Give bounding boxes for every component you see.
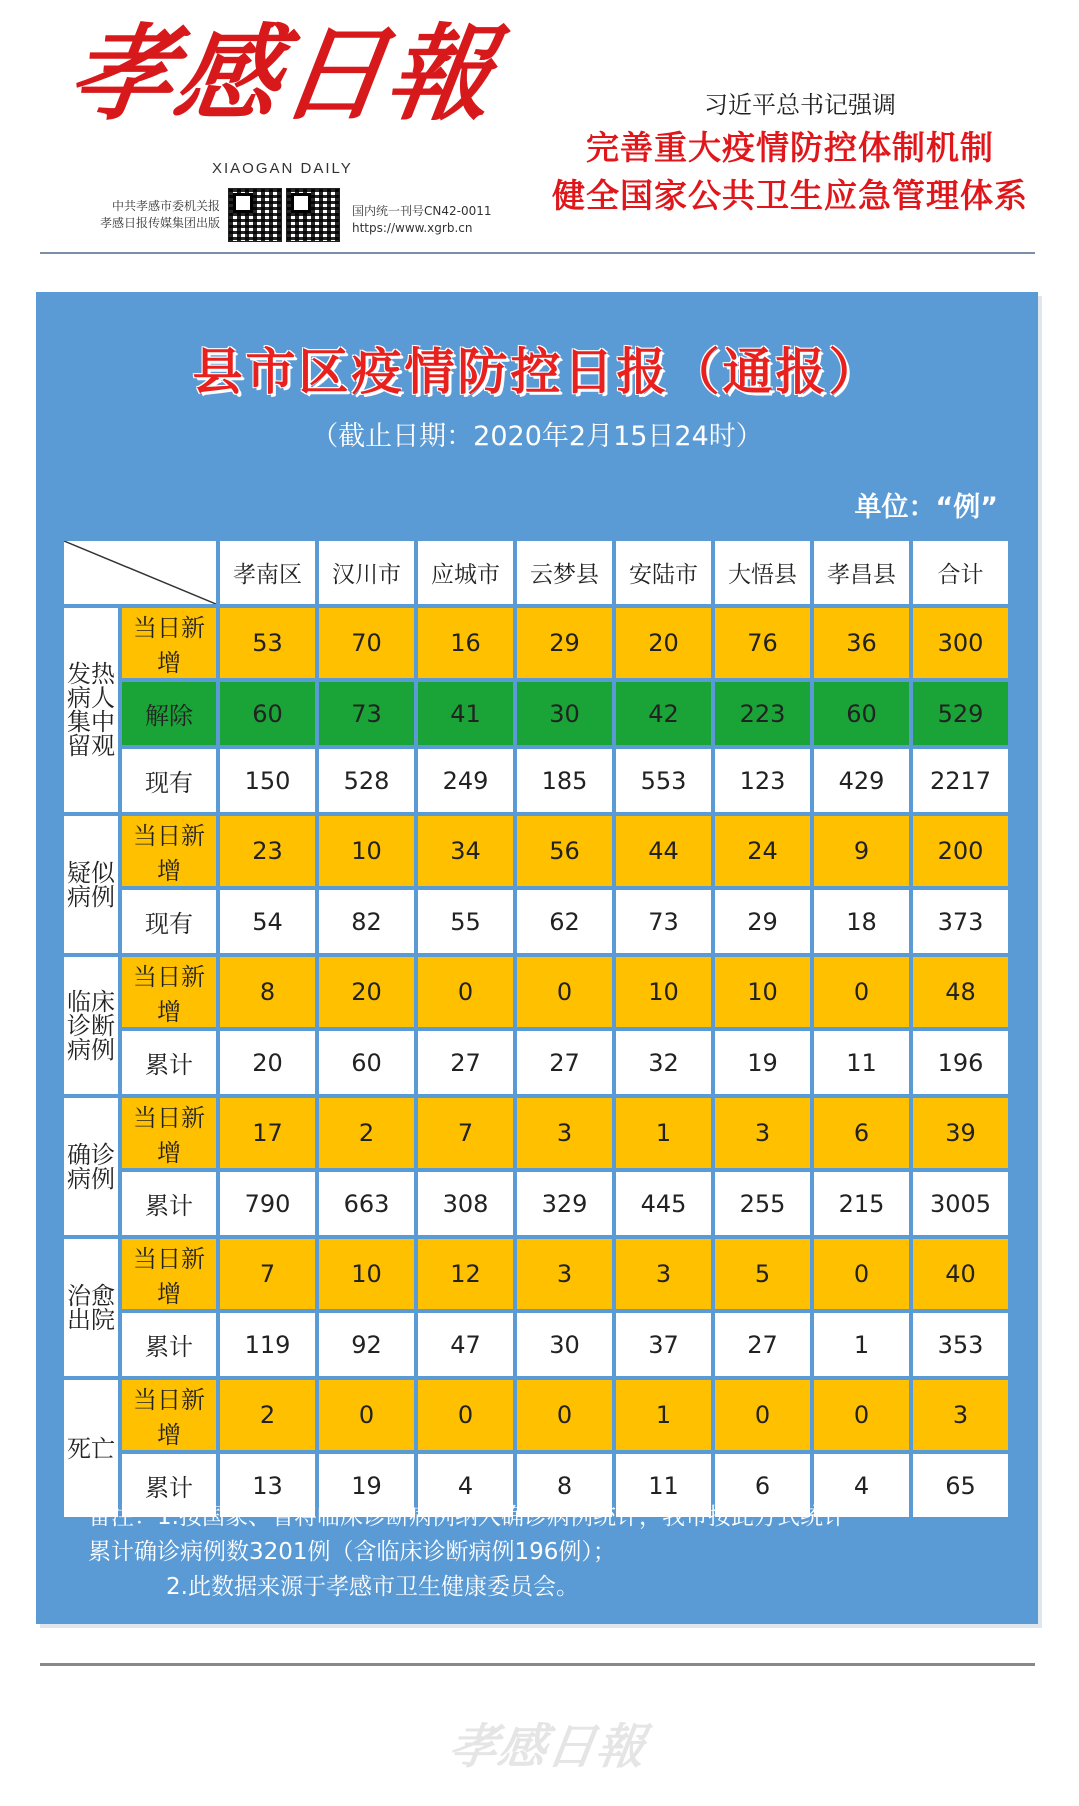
value-cell: 17 <box>220 1098 315 1168</box>
table-row <box>64 816 1008 886</box>
row-label-cell: 累计 <box>122 1031 216 1094</box>
value-cell: 3 <box>517 1098 612 1168</box>
column-header: 云梦县 <box>517 541 612 604</box>
value-cell: 528 <box>319 749 414 812</box>
value-cell: 150 <box>220 749 315 812</box>
newspaper-logo-english: XIAOGAN DAILY <box>212 160 353 177</box>
value-cell: 82 <box>319 890 414 953</box>
value-cell: 3005 <box>913 1172 1008 1235</box>
table-row <box>64 1031 1008 1094</box>
value-cell: 6 <box>715 1454 810 1517</box>
column-header: 孝南区 <box>220 541 315 604</box>
value-cell: 0 <box>715 1380 810 1450</box>
value-cell: 13 <box>220 1454 315 1517</box>
value-cell: 41 <box>418 682 513 745</box>
category-cell: 治愈 出院 <box>64 1239 118 1376</box>
value-cell: 32 <box>616 1031 711 1094</box>
report-date: （截止日期：2020年2月15日24时） <box>311 421 763 452</box>
value-cell: 3 <box>715 1098 810 1168</box>
table-row <box>64 608 1008 678</box>
value-cell: 20 <box>616 608 711 678</box>
value-cell: 23 <box>220 816 315 886</box>
value-cell: 5 <box>715 1239 810 1309</box>
value-cell: 20 <box>220 1031 315 1094</box>
note-line-2: 累计确诊病例数3201例（含临床诊断病例196例）； <box>88 1539 616 1565</box>
value-cell: 0 <box>418 1380 513 1450</box>
value-cell: 790 <box>220 1172 315 1235</box>
table-corner-cell <box>64 541 216 604</box>
value-cell: 0 <box>814 1380 909 1450</box>
value-cell: 6 <box>814 1098 909 1168</box>
value-cell: 27 <box>418 1031 513 1094</box>
value-cell: 1 <box>616 1098 711 1168</box>
category-cell: 临床 诊断 病例 <box>64 957 118 1094</box>
value-cell: 54 <box>220 890 315 953</box>
value-cell: 53 <box>220 608 315 678</box>
value-cell: 329 <box>517 1172 612 1235</box>
website-link[interactable]: https://www.xgrb.cn <box>352 221 473 235</box>
value-cell: 30 <box>517 682 612 745</box>
value-cell: 0 <box>814 1239 909 1309</box>
newspaper-logo: 孝感日報 <box>61 12 503 135</box>
row-label-cell: 累计 <box>122 1313 216 1376</box>
row-label-cell: 累计 <box>122 1454 216 1517</box>
value-cell: 7 <box>418 1098 513 1168</box>
value-cell: 37 <box>616 1313 711 1376</box>
slogan-intro: 习近平总书记强调 <box>704 91 896 119</box>
value-cell: 1 <box>616 1380 711 1450</box>
value-cell: 36 <box>814 608 909 678</box>
value-cell: 7 <box>220 1239 315 1309</box>
publisher-line-2: 孝感日报传媒集团出版 <box>99 216 220 230</box>
registration-number: 国内统一刊号CN42-0011 <box>352 204 492 218</box>
value-cell: 300 <box>913 608 1008 678</box>
table-row <box>64 682 1008 745</box>
value-cell: 44 <box>616 816 711 886</box>
column-header: 汉川市 <box>319 541 414 604</box>
qr-code-icon <box>228 188 282 242</box>
value-cell: 92 <box>319 1313 414 1376</box>
value-cell: 56 <box>517 816 612 886</box>
row-label-cell: 现有 <box>122 749 216 812</box>
header-divider <box>40 252 1035 254</box>
report-unit: 单位：“例” <box>854 492 998 523</box>
value-cell: 2 <box>220 1380 315 1450</box>
publisher-info <box>70 198 220 232</box>
registration-info <box>352 203 492 237</box>
value-cell: 42 <box>616 682 711 745</box>
value-cell: 223 <box>715 682 810 745</box>
value-cell: 255 <box>715 1172 810 1235</box>
value-cell: 29 <box>517 608 612 678</box>
value-cell: 12 <box>418 1239 513 1309</box>
row-label-cell: 当日新增 <box>122 1380 216 1450</box>
row-label-cell: 累计 <box>122 1172 216 1235</box>
row-label-cell: 当日新增 <box>122 608 216 678</box>
value-cell: 48 <box>913 957 1008 1027</box>
value-cell: 19 <box>715 1031 810 1094</box>
value-cell: 3 <box>913 1380 1008 1450</box>
value-cell: 16 <box>418 608 513 678</box>
footer-logo: 孝感日報 <box>445 1719 650 1775</box>
value-cell: 47 <box>418 1313 513 1376</box>
value-cell: 10 <box>319 816 414 886</box>
report-panel <box>36 292 1038 1624</box>
value-cell: 10 <box>616 957 711 1027</box>
value-cell: 373 <box>913 890 1008 953</box>
value-cell: 62 <box>517 890 612 953</box>
table-row <box>64 1172 1008 1235</box>
value-cell: 76 <box>715 608 810 678</box>
value-cell: 18 <box>814 890 909 953</box>
value-cell: 2 <box>319 1098 414 1168</box>
value-cell: 10 <box>715 957 810 1027</box>
report-title: 县市区疫情防控日报（通报） <box>192 342 882 401</box>
value-cell: 8 <box>517 1454 612 1517</box>
table-row <box>64 1239 1008 1309</box>
value-cell: 663 <box>319 1172 414 1235</box>
row-label-cell: 当日新增 <box>122 1098 216 1168</box>
value-cell: 60 <box>319 1031 414 1094</box>
value-cell: 3 <box>517 1239 612 1309</box>
value-cell: 553 <box>616 749 711 812</box>
value-cell: 196 <box>913 1031 1008 1094</box>
value-cell: 29 <box>715 890 810 953</box>
value-cell: 2217 <box>913 749 1008 812</box>
value-cell: 10 <box>319 1239 414 1309</box>
value-cell: 529 <box>913 682 1008 745</box>
column-header: 应城市 <box>418 541 513 604</box>
value-cell: 73 <box>616 890 711 953</box>
value-cell: 60 <box>220 682 315 745</box>
value-cell: 429 <box>814 749 909 812</box>
value-cell: 123 <box>715 749 810 812</box>
table-row <box>64 749 1008 812</box>
statistics-table <box>60 537 1012 1521</box>
value-cell: 39 <box>913 1098 1008 1168</box>
row-label-cell: 当日新增 <box>122 816 216 886</box>
value-cell: 0 <box>319 1380 414 1450</box>
value-cell: 0 <box>517 1380 612 1450</box>
note-line-1: 备注：1.按国家、省将临床诊断病例纳入确诊病例统计，我市按此方式统计 <box>88 1504 846 1530</box>
value-cell: 445 <box>616 1172 711 1235</box>
category-cell: 疑似 病例 <box>64 816 118 953</box>
value-cell: 11 <box>814 1031 909 1094</box>
report-notes <box>88 1500 1018 1605</box>
value-cell: 119 <box>220 1313 315 1376</box>
value-cell: 353 <box>913 1313 1008 1376</box>
value-cell: 73 <box>319 682 414 745</box>
value-cell: 185 <box>517 749 612 812</box>
value-cell: 9 <box>814 816 909 886</box>
table-row <box>64 1380 1008 1450</box>
value-cell: 4 <box>418 1454 513 1517</box>
table-row <box>64 890 1008 953</box>
value-cell: 249 <box>418 749 513 812</box>
column-header: 安陆市 <box>616 541 711 604</box>
footer-divider <box>40 1663 1035 1666</box>
value-cell: 0 <box>418 957 513 1027</box>
value-cell: 0 <box>814 957 909 1027</box>
value-cell: 3 <box>616 1239 711 1309</box>
value-cell: 215 <box>814 1172 909 1235</box>
publisher-line-1: 中共孝感市委机关报 <box>111 199 220 213</box>
value-cell: 65 <box>913 1454 1008 1517</box>
column-header: 大悟县 <box>715 541 810 604</box>
value-cell: 4 <box>814 1454 909 1517</box>
category-cell: 确诊 病例 <box>64 1098 118 1235</box>
value-cell: 20 <box>319 957 414 1027</box>
value-cell: 60 <box>814 682 909 745</box>
value-cell: 24 <box>715 816 810 886</box>
value-cell: 27 <box>715 1313 810 1376</box>
diagonal-line-icon <box>64 541 216 604</box>
slogan-line-1: 完善重大疫情防控体制机制 <box>586 128 994 167</box>
value-cell: 0 <box>517 957 612 1027</box>
table-row <box>64 957 1008 1027</box>
slogan-line-2: 健全国家公共卫生应急管理体系 <box>552 176 1028 215</box>
value-cell: 70 <box>319 608 414 678</box>
row-label-cell: 解除 <box>122 682 216 745</box>
value-cell: 40 <box>913 1239 1008 1309</box>
category-cell: 死亡 <box>64 1380 118 1517</box>
row-label-cell: 当日新增 <box>122 957 216 1027</box>
table-row <box>64 1098 1008 1168</box>
value-cell: 34 <box>418 816 513 886</box>
column-header: 孝昌县 <box>814 541 909 604</box>
table-header-row <box>64 541 1008 604</box>
value-cell: 8 <box>220 957 315 1027</box>
value-cell: 200 <box>913 816 1008 886</box>
value-cell: 30 <box>517 1313 612 1376</box>
value-cell: 11 <box>616 1454 711 1517</box>
note-line-3: 2.此数据来源于孝感市卫生健康委员会。 <box>166 1574 579 1600</box>
qr-code-icon <box>286 188 340 242</box>
value-cell: 308 <box>418 1172 513 1235</box>
category-cell: 发热 病人 集中 留观 <box>64 608 118 812</box>
value-cell: 55 <box>418 890 513 953</box>
value-cell: 1 <box>814 1313 909 1376</box>
value-cell: 19 <box>319 1454 414 1517</box>
table-row <box>64 1313 1008 1376</box>
row-label-cell: 现有 <box>122 890 216 953</box>
value-cell: 27 <box>517 1031 612 1094</box>
column-header: 合计 <box>913 541 1008 604</box>
masthead <box>0 0 1079 255</box>
row-label-cell: 当日新增 <box>122 1239 216 1309</box>
